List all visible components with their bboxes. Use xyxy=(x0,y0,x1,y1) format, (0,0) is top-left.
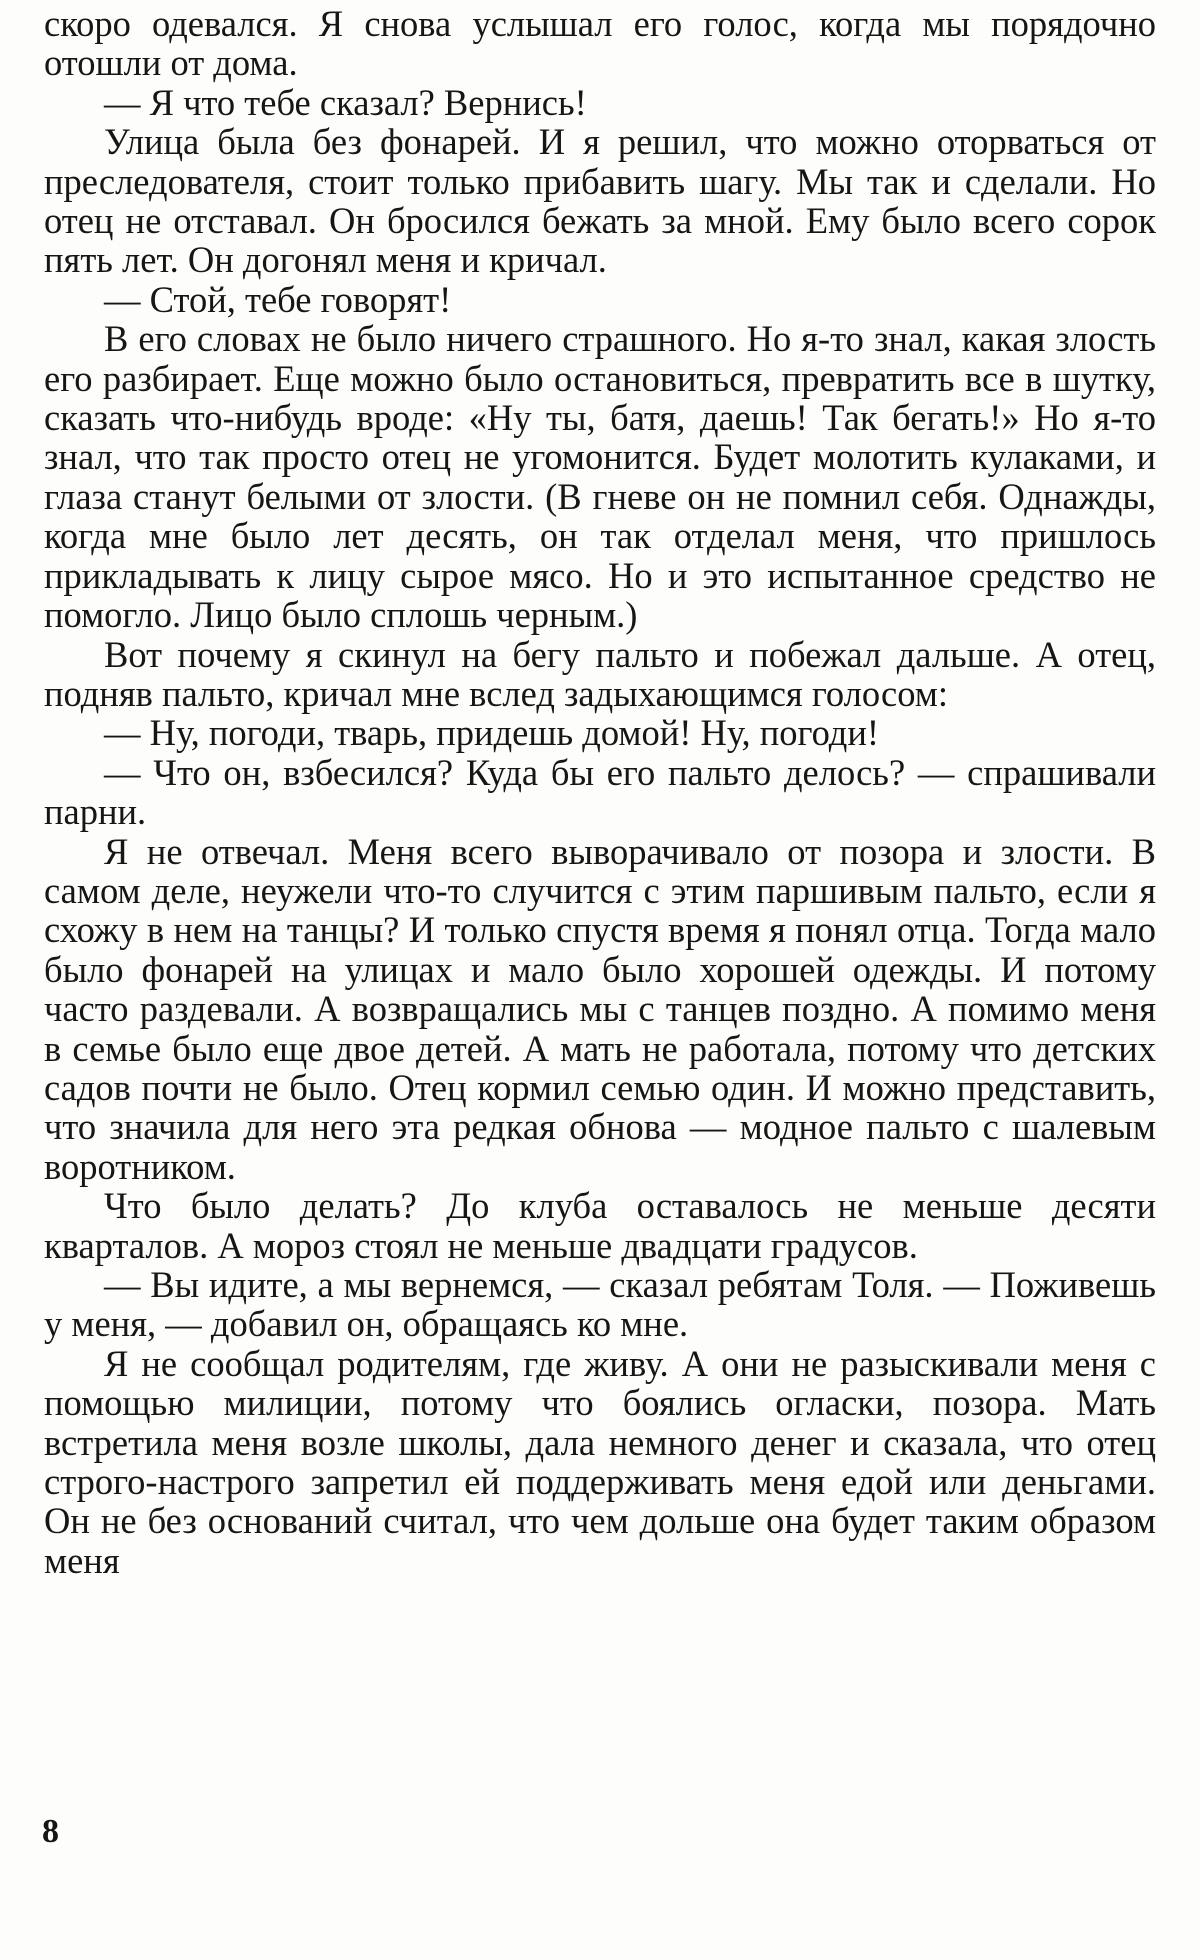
body-text xyxy=(44,4,1156,1580)
paragraph-4: — Стой, тебе говорят! xyxy=(104,278,452,320)
page-number: 8 xyxy=(42,1813,59,1850)
paragraph-11: — Вы идите, а мы вернемся, — сказал ребятам Толя. — Поживешь у меня, — добавил он, обращаясь ко мне. xyxy=(44,1264,1156,1345)
paragraph-9: Я не отвечал. Меня всего выворачивало от позора и злости. В самом деле, неужели что-то случится с этим паршивым пальто, если я схожу в нем на танцы? И только спустя время я понял отца. Тогда мало было фонарей на улицах и мало было хорошей одежды. И потому часто раздевали. А возвращались мы с танцев поздно. А помимо меня в семье было еще двое детей. А мать не работала, потому что детских садов почти не было. Отец кормил семью один. И можно представить, что значила для него эта редкая обнова — модное пальто с шалевым воротником. xyxy=(44,830,1156,1187)
paragraph-6: Вот почему я скинул на бегу пальто и побежал дальше. А отец, подняв пальто, кричал мне вслед задыхающимся голосом: xyxy=(44,633,1156,714)
paragraph-5: В его словах не было ничего страшного. Но я-то знал, какая злость его разбирает. Еще можно было остановиться, превратить все в шутку, сказать что-нибудь вроде: «Ну ты, батя, даешь! Так бегать!» Но я-то знал, что так просто отец не угомонится. Будет молотить кулаками, и глаза станут белыми от злости. (В гневе он не помнил себя. Однажды, когда мне было лет десять, он так отделал меня, что пришлось прикладывать к лицу сырое мясо. Но и это испытанное средство не помогло. Лицо было сплошь черным.) xyxy=(44,318,1156,636)
paragraph-3: Улица была без фонарей. И я решил, что можно оторваться от преследователя, стоит только прибавить шагу. Мы так и сделали. Но отец не отставал. Он бросился бежать за мной. Ему было всего сорок пять лет. Он догонял меня и кричал. xyxy=(44,121,1156,281)
paragraph-7: — Ну, погоди, тварь, придешь домой! Ну, погоди! xyxy=(104,712,880,754)
paragraph-2: — Я что тебе сказал? Вернись! xyxy=(104,81,587,123)
paragraph-1: скоро одевался. Я снова услышал его голос, когда мы порядочно отошли от дома. xyxy=(44,3,1156,84)
paragraph-8: — Что он, взбесился? Куда бы его пальто делось? — спрашивали парни. xyxy=(44,751,1156,833)
paragraph-12: Я не сообщал родителям, где живу. А они не разыскивали меня с помощью милиции, потому что боялись огласки, позора. Мать встретила меня возле школы, дала немного денег и сказала, что отец строго-настрого запретил ей поддерживать меня едой или деньгами. Он не без оснований считал, что чем дольше она будет таким образом меня xyxy=(44,1342,1156,1581)
paragraph-10: Что было делать? До клуба оставалось не меньше десяти кварталов. А мороз стоял не меньше двадцати градусов. xyxy=(44,1185,1156,1266)
